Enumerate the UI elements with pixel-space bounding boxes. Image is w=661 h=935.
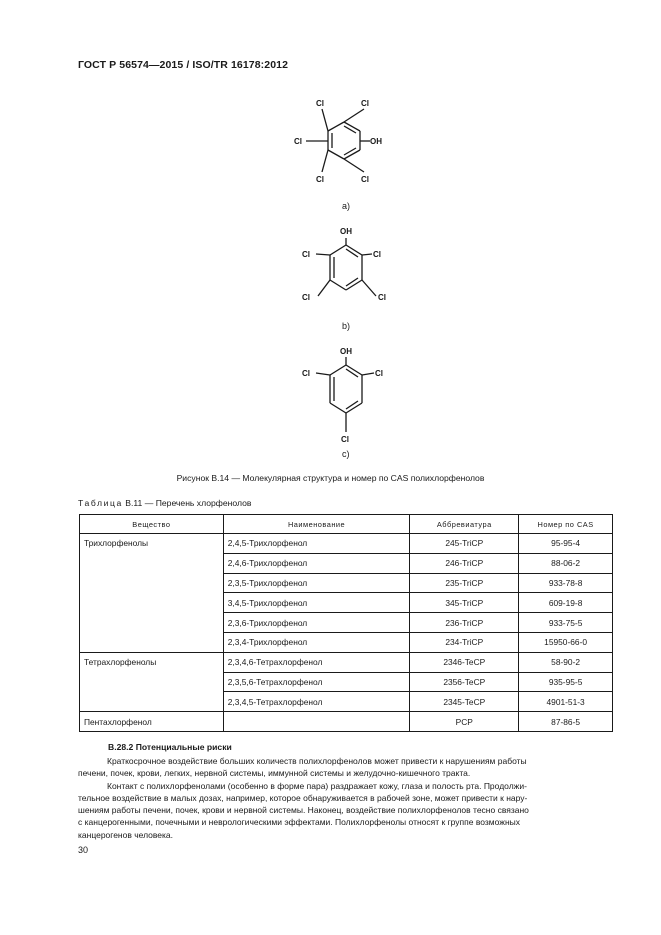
table-caption-text: В.11 — Перечень хлорфенолов [122, 498, 252, 508]
structure-a-caption: a) [342, 201, 351, 211]
structure-c-label-1: OH [340, 347, 352, 356]
cas-cell: 15950-66-0 [519, 632, 613, 652]
structure-c-label-4: Cl [341, 435, 349, 444]
structure-c-ring [316, 357, 374, 432]
structure-b-caption: b) [342, 321, 351, 331]
cas-cell: 935-95-5 [519, 672, 613, 692]
cas-cell: 4901-51-3 [519, 692, 613, 712]
structure-b-ring [316, 238, 376, 296]
name-cell: 2,3,5-Трихлорфенол [223, 573, 410, 593]
structure-a-label-4: OH [370, 137, 382, 146]
abbr-cell: PCP [410, 712, 519, 732]
abbr-cell: 236-TriCP [410, 613, 519, 633]
structure-a-label-6: Cl [361, 175, 369, 184]
column-header-substance: Вещество [80, 515, 224, 534]
abbr-cell: 2356-TeCP [410, 672, 519, 692]
page-number: 30 [78, 845, 89, 855]
substance-cell: Пентахлорфенол [80, 712, 224, 732]
structure-b-label-3: Cl [373, 250, 381, 259]
abbr-cell: 2346-TeCP [410, 652, 519, 672]
paragraph-2-cont [78, 792, 614, 841]
abbr-cell: 235-TriCP [410, 573, 519, 593]
name-cell: 3,4,5-Трихлорфенол [223, 593, 410, 613]
name-cell: 2,3,4-Трихлорфенол [223, 632, 410, 652]
chlorophenols-table [79, 514, 613, 732]
table-header-row [80, 515, 613, 534]
column-header-cas: Номер по CAS [519, 515, 613, 534]
paragraph-line: Контакт с полихлорфенолами (особенно в форме пара) раздражает кожу, глаза и полость рта. Продолжи- [107, 781, 527, 791]
paragraph-line: с канцерогенными, почечными и неврологическими эффектами. Полихлорфенолы относят к группе возможных [78, 817, 521, 828]
structure-a-ring [306, 109, 370, 172]
table-row [80, 534, 613, 554]
structure-b-label-4: Cl [302, 293, 310, 302]
table-caption [78, 498, 251, 508]
structure-c-caption: c) [342, 449, 350, 459]
table-caption-prefix: Таблица [78, 498, 123, 508]
paragraph-line: Краткосрочное воздействие больших количеств полихлорфенолов может привести к нарушениям работы [107, 756, 527, 766]
name-cell: 2,3,5,6-Тетрахлорфенол [223, 672, 410, 692]
structure-a-label-3: Cl [294, 137, 302, 146]
structure-c-label-3: Cl [375, 369, 383, 378]
name-cell: 2,3,4,5-Тетрахлорфенол [223, 692, 410, 712]
structure-a-label-1: Cl [316, 99, 324, 108]
paragraph-1-cont [78, 767, 614, 779]
structure-a-label-2: Cl [361, 99, 369, 108]
cas-cell: 609-19-8 [519, 593, 613, 613]
paragraph-line: тельное воздействие в малых дозах, например, которое обнаруживается в рабочей зоне, может привести к нару- [78, 793, 528, 803]
paragraph-2 [78, 780, 614, 792]
cas-cell: 58-90-2 [519, 652, 613, 672]
name-cell: 2,3,6-Трихлорфенол [223, 613, 410, 633]
paragraph-1 [78, 755, 614, 767]
structure-c-label-2: Cl [302, 369, 310, 378]
cas-cell: 88-06-2 [519, 553, 613, 573]
abbr-cell: 2345-TeCP [410, 692, 519, 712]
structure-a-label-5: Cl [316, 175, 324, 184]
cas-cell: 95-95-4 [519, 534, 613, 554]
document-header: ГОСТ Р 56574—2015 / ISO/TR 16178:2012 [78, 59, 289, 71]
paragraph-line: канцерогенов человека. [78, 829, 174, 840]
abbr-cell: 245-TriCP [410, 534, 519, 554]
substance-cell: Трихлорфенолы [80, 534, 224, 653]
table-row [80, 712, 613, 732]
paragraph-line: печени, почек, крови, легких, нервной системы, иммунной системы и желудочно-кишечного тракта. [78, 768, 471, 778]
substance-cell: Тетрахлорфенолы [80, 652, 224, 711]
abbr-cell: 246-TriCP [410, 553, 519, 573]
name-cell [223, 712, 410, 732]
cas-cell: 933-75-5 [519, 613, 613, 633]
cas-cell: 87-86-5 [519, 712, 613, 732]
cas-cell: 933-78-8 [519, 573, 613, 593]
structure-b-label-2: Cl [302, 250, 310, 259]
figure-caption: Рисунок В.14 — Молекулярная структура и номер по CAS полихлорфенолов [176, 473, 485, 483]
section-heading: B.28.2 Потенциальные риски [108, 742, 232, 752]
structure-b-label-1: OH [340, 227, 352, 236]
name-cell: 2,4,5-Трихлорфенол [223, 534, 410, 554]
column-header-name: Наименование [223, 515, 410, 534]
name-cell: 2,3,4,6-Тетрахлорфенол [223, 652, 410, 672]
abbr-cell: 234-TriCP [410, 632, 519, 652]
structure-b-label-5: Cl [378, 293, 386, 302]
table-row [80, 652, 613, 672]
abbr-cell: 345-TriCP [410, 593, 519, 613]
name-cell: 2,4,6-Трихлорфенол [223, 553, 410, 573]
paragraph-line: шениям работы печени, почек, крови и нервной системы. Наконец, воздействие полихлорфенолов тесно связано [78, 805, 529, 816]
column-header-abbreviation: Аббревиатура [410, 515, 519, 534]
